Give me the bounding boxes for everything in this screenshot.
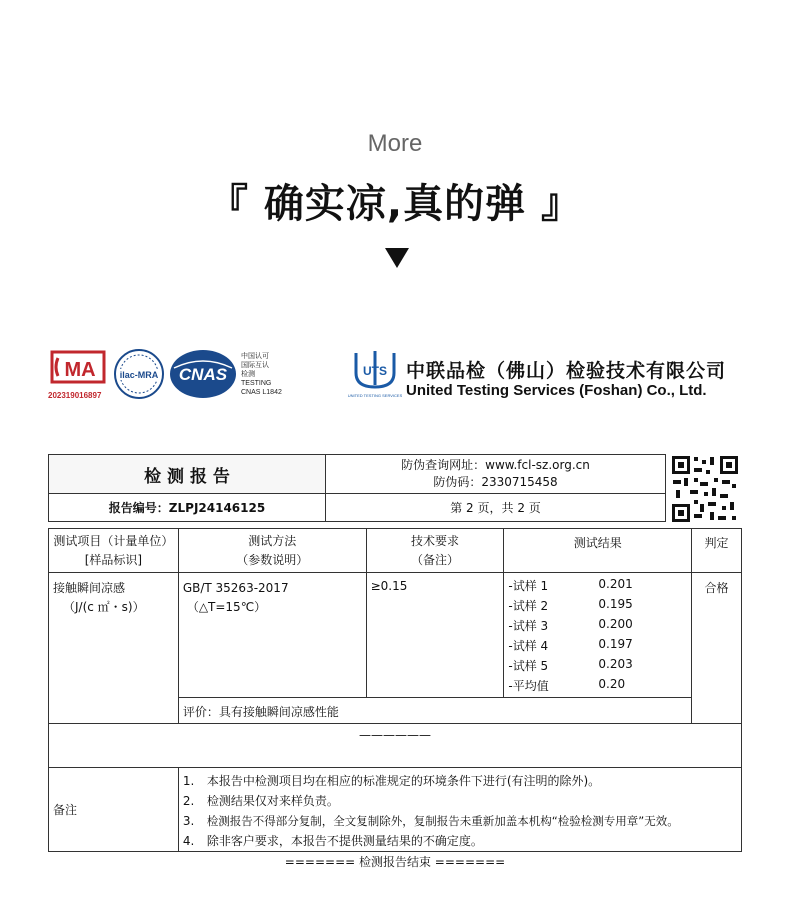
- note-item: [183, 791, 737, 811]
- report-number: 报告编号：ZLPJ24146125: [49, 494, 326, 522]
- header-result: 测试结果: [504, 529, 692, 573]
- result-row: [508, 577, 687, 597]
- lab-name-cn: 中联品检（佛山）检验技术有限公司: [406, 360, 727, 382]
- result-row: [508, 597, 687, 617]
- result-row: [508, 617, 687, 637]
- header-method: [178, 529, 366, 573]
- header-item: [49, 529, 179, 573]
- ilac-mra-logo: [113, 348, 165, 400]
- cnas-caption: [241, 352, 282, 397]
- result-value: 0.20: [598, 677, 626, 691]
- cma-code: 202319016897: [48, 391, 102, 400]
- header-item-label: 测试项目（计量单位）: [53, 534, 174, 548]
- qr-code: [670, 454, 740, 524]
- result-value: 0.201: [598, 577, 633, 591]
- header-method-label: 测试方法: [248, 534, 297, 548]
- row-method: [178, 573, 366, 698]
- uts-logo: [348, 345, 402, 401]
- result-label: -试样 3: [508, 619, 549, 633]
- row-req: ≥0.15: [366, 573, 504, 698]
- lab-name-en: United Testing Services (Foshan) Co., Ltd.: [406, 382, 707, 399]
- report-title: 检 测 报 告: [49, 455, 326, 494]
- row-item-name: 接触瞬间凉感: [53, 581, 126, 595]
- row-results: [504, 573, 692, 698]
- cma-logo: [48, 348, 108, 386]
- report-table: [48, 528, 742, 852]
- verify-url: 防伪查询网址：www.fcl-sz.org.cn: [401, 458, 590, 472]
- cnas-line: CNAS L1842: [241, 389, 282, 396]
- result-row: [508, 637, 687, 657]
- verify-code: 防伪码：2330715458: [433, 475, 558, 489]
- result-row: [508, 677, 687, 697]
- result-label: -试样 4: [508, 639, 549, 653]
- page-number: 第 2 页，共 2 页: [326, 494, 666, 522]
- note-item: [183, 831, 737, 851]
- header-req: [366, 529, 504, 573]
- note-item: [183, 811, 737, 831]
- down-triangle-icon: [385, 248, 409, 268]
- result-label: -平均值: [508, 679, 549, 693]
- cnas-line: 国际互认: [241, 362, 269, 369]
- cnas-text: CNAS: [178, 365, 228, 384]
- note-text: 检测结果仅对来样负责。: [206, 794, 339, 808]
- header-verdict: 判定: [692, 529, 742, 573]
- result-label: -试样 1: [508, 579, 549, 593]
- header-req-sub: （备注）: [410, 553, 459, 567]
- verify-cell: [326, 455, 666, 494]
- result-value: 0.203: [598, 657, 633, 671]
- result-label: -试样 2: [508, 599, 549, 613]
- ilac-text: ilac-MRA: [119, 370, 159, 380]
- header-req-label: 技术要求: [410, 534, 459, 548]
- cnas-line: TESTING: [241, 380, 272, 387]
- row-method-std: GB/T 35263-2017: [182, 581, 289, 595]
- cnas-line: 中国认可: [241, 353, 269, 360]
- result-label: -试样 5: [508, 659, 549, 673]
- note-text: 除非客户要求，本报告不提供测量结果的不确定度。: [206, 834, 483, 848]
- notes-label: 备注: [49, 768, 179, 852]
- result-value: 0.195: [598, 597, 633, 611]
- header-method-sub: （参数说明）: [236, 553, 309, 567]
- results-list: [508, 577, 687, 697]
- notes-cell: [178, 768, 741, 852]
- cma-text: MA: [64, 359, 96, 381]
- report-header-table: [48, 454, 666, 522]
- row-evaluation: 评价：具有接触瞬间凉感性能: [178, 698, 691, 724]
- divider-row: ——————: [49, 724, 742, 768]
- header-item-sub: [样品标识]: [84, 553, 143, 567]
- more-label: More: [367, 130, 423, 157]
- uts-letters: UTS: [363, 364, 387, 378]
- row-verdict: 合格: [692, 573, 742, 724]
- note-number: 1.: [182, 774, 195, 788]
- note-number: 4.: [182, 834, 195, 848]
- note-text: 检测报告不得部分复制，全文复制除外，复制报告未重新加盖本机构“检验检测专用章”无效。: [206, 814, 679, 828]
- result-value: 0.197: [598, 637, 633, 651]
- cnas-line: 检测: [241, 371, 255, 378]
- headline: 『 确实凉,真的弹 』: [207, 181, 583, 227]
- row-item-unit: （J/(c ㎡・s)）: [63, 600, 145, 614]
- cnas-logo: [168, 348, 238, 400]
- uts-sub: UNITED TESTING SERVICES: [348, 393, 402, 398]
- row-item: [49, 573, 179, 724]
- note-item: [183, 771, 737, 791]
- result-row: [508, 657, 687, 677]
- note-text: 本报告中检测项目均在相应的标准规定的环境条件下进行(有注明的除外)。: [206, 774, 601, 788]
- report-end-line: ======= 检测报告结束 =======: [284, 855, 506, 869]
- note-number: 3.: [182, 814, 195, 828]
- result-value: 0.200: [598, 617, 633, 631]
- row-method-param: （△T=15℃）: [186, 600, 267, 614]
- note-number: 2.: [182, 794, 195, 808]
